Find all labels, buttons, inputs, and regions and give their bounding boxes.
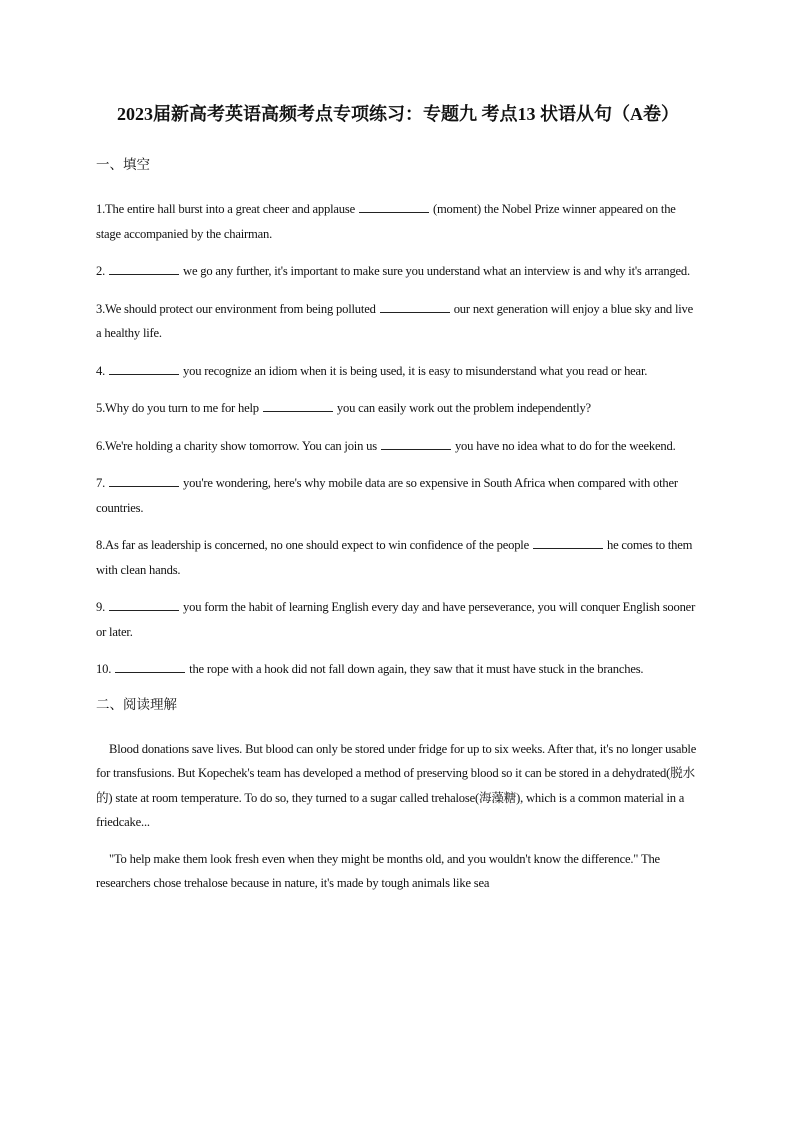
passage-paragraph: "To help make them look fresh even when they might be months old, and you wouldn't know the difference." The researchers chose trehalose because in nature, it's made by tough animals like sea: [96, 851, 660, 890]
question-item: 10. the rope with a hook did not fall down again, they saw that it must have stuck in the branches.: [96, 662, 644, 676]
answer-blank[interactable]: [115, 660, 185, 673]
answer-blank[interactable]: [109, 474, 179, 487]
answer-blank[interactable]: [533, 536, 603, 549]
question-item: 9. you form the habit of learning English every day and have perseverance, you will conquer English sooner or later.: [96, 600, 696, 639]
question-item: 3.We should protect our environment from being polluted our next generation will enjoy a blue sky and live a healthy life.: [96, 301, 694, 340]
answer-blank[interactable]: [109, 598, 179, 611]
question-item: 1.The entire hall burst into a great cheer and applause (moment) the Nobel Prize winner appeared on the stage accompanied by the chairman.: [96, 202, 676, 241]
passage-paragraph: Blood donations save lives. But blood can only be stored under fridge for up to six weeks. After that, it's no longer usable for transfusions. But Kopechek's team has developed a method of preserving blood so it can be stored in a dehydrated(脱水的) state at room temperature. To do so, they turned to a sugar called trehalose(海藻糖), which is a common material in a friedcake...: [96, 741, 697, 829]
question-list: [96, 197, 700, 682]
document-title: 2023届新高考英语高频考点专项练习：专题九 考点13 状语从句（A卷）: [117, 104, 679, 124]
reading-passage: [96, 737, 700, 896]
question-item: 7. you're wondering, here's why mobile data are so expensive in South Africa when compared with other countries.: [96, 476, 678, 515]
answer-blank[interactable]: [263, 399, 333, 412]
question-item: 4. you recognize an idiom when it is being used, it is easy to misunderstand what you read or hear.: [96, 363, 648, 378]
question-item: 8.As far as leadership is concerned, no one should expect to win confidence of the people he comes to them with clean hands.: [96, 538, 693, 577]
section-heading-reading: 二、阅读理解: [96, 696, 177, 712]
answer-blank[interactable]: [109, 362, 179, 375]
answer-blank[interactable]: [381, 437, 451, 450]
answer-blank[interactable]: [359, 200, 429, 213]
question-item: 6.We're holding a charity show tomorrow. You can join us you have no idea what to do for the weekend.: [96, 438, 676, 453]
answer-blank[interactable]: [109, 262, 179, 275]
section-heading-fill-blank: 一、填空: [96, 157, 150, 172]
answer-blank[interactable]: [380, 300, 450, 313]
question-item: 2. we go any further, it's important to make sure you understand what an interview is and why it's arranged.: [96, 264, 690, 278]
document-page: [96, 94, 700, 908]
question-item: 5.Why do you turn to me for help you can easily work out the problem independently?: [96, 401, 591, 415]
